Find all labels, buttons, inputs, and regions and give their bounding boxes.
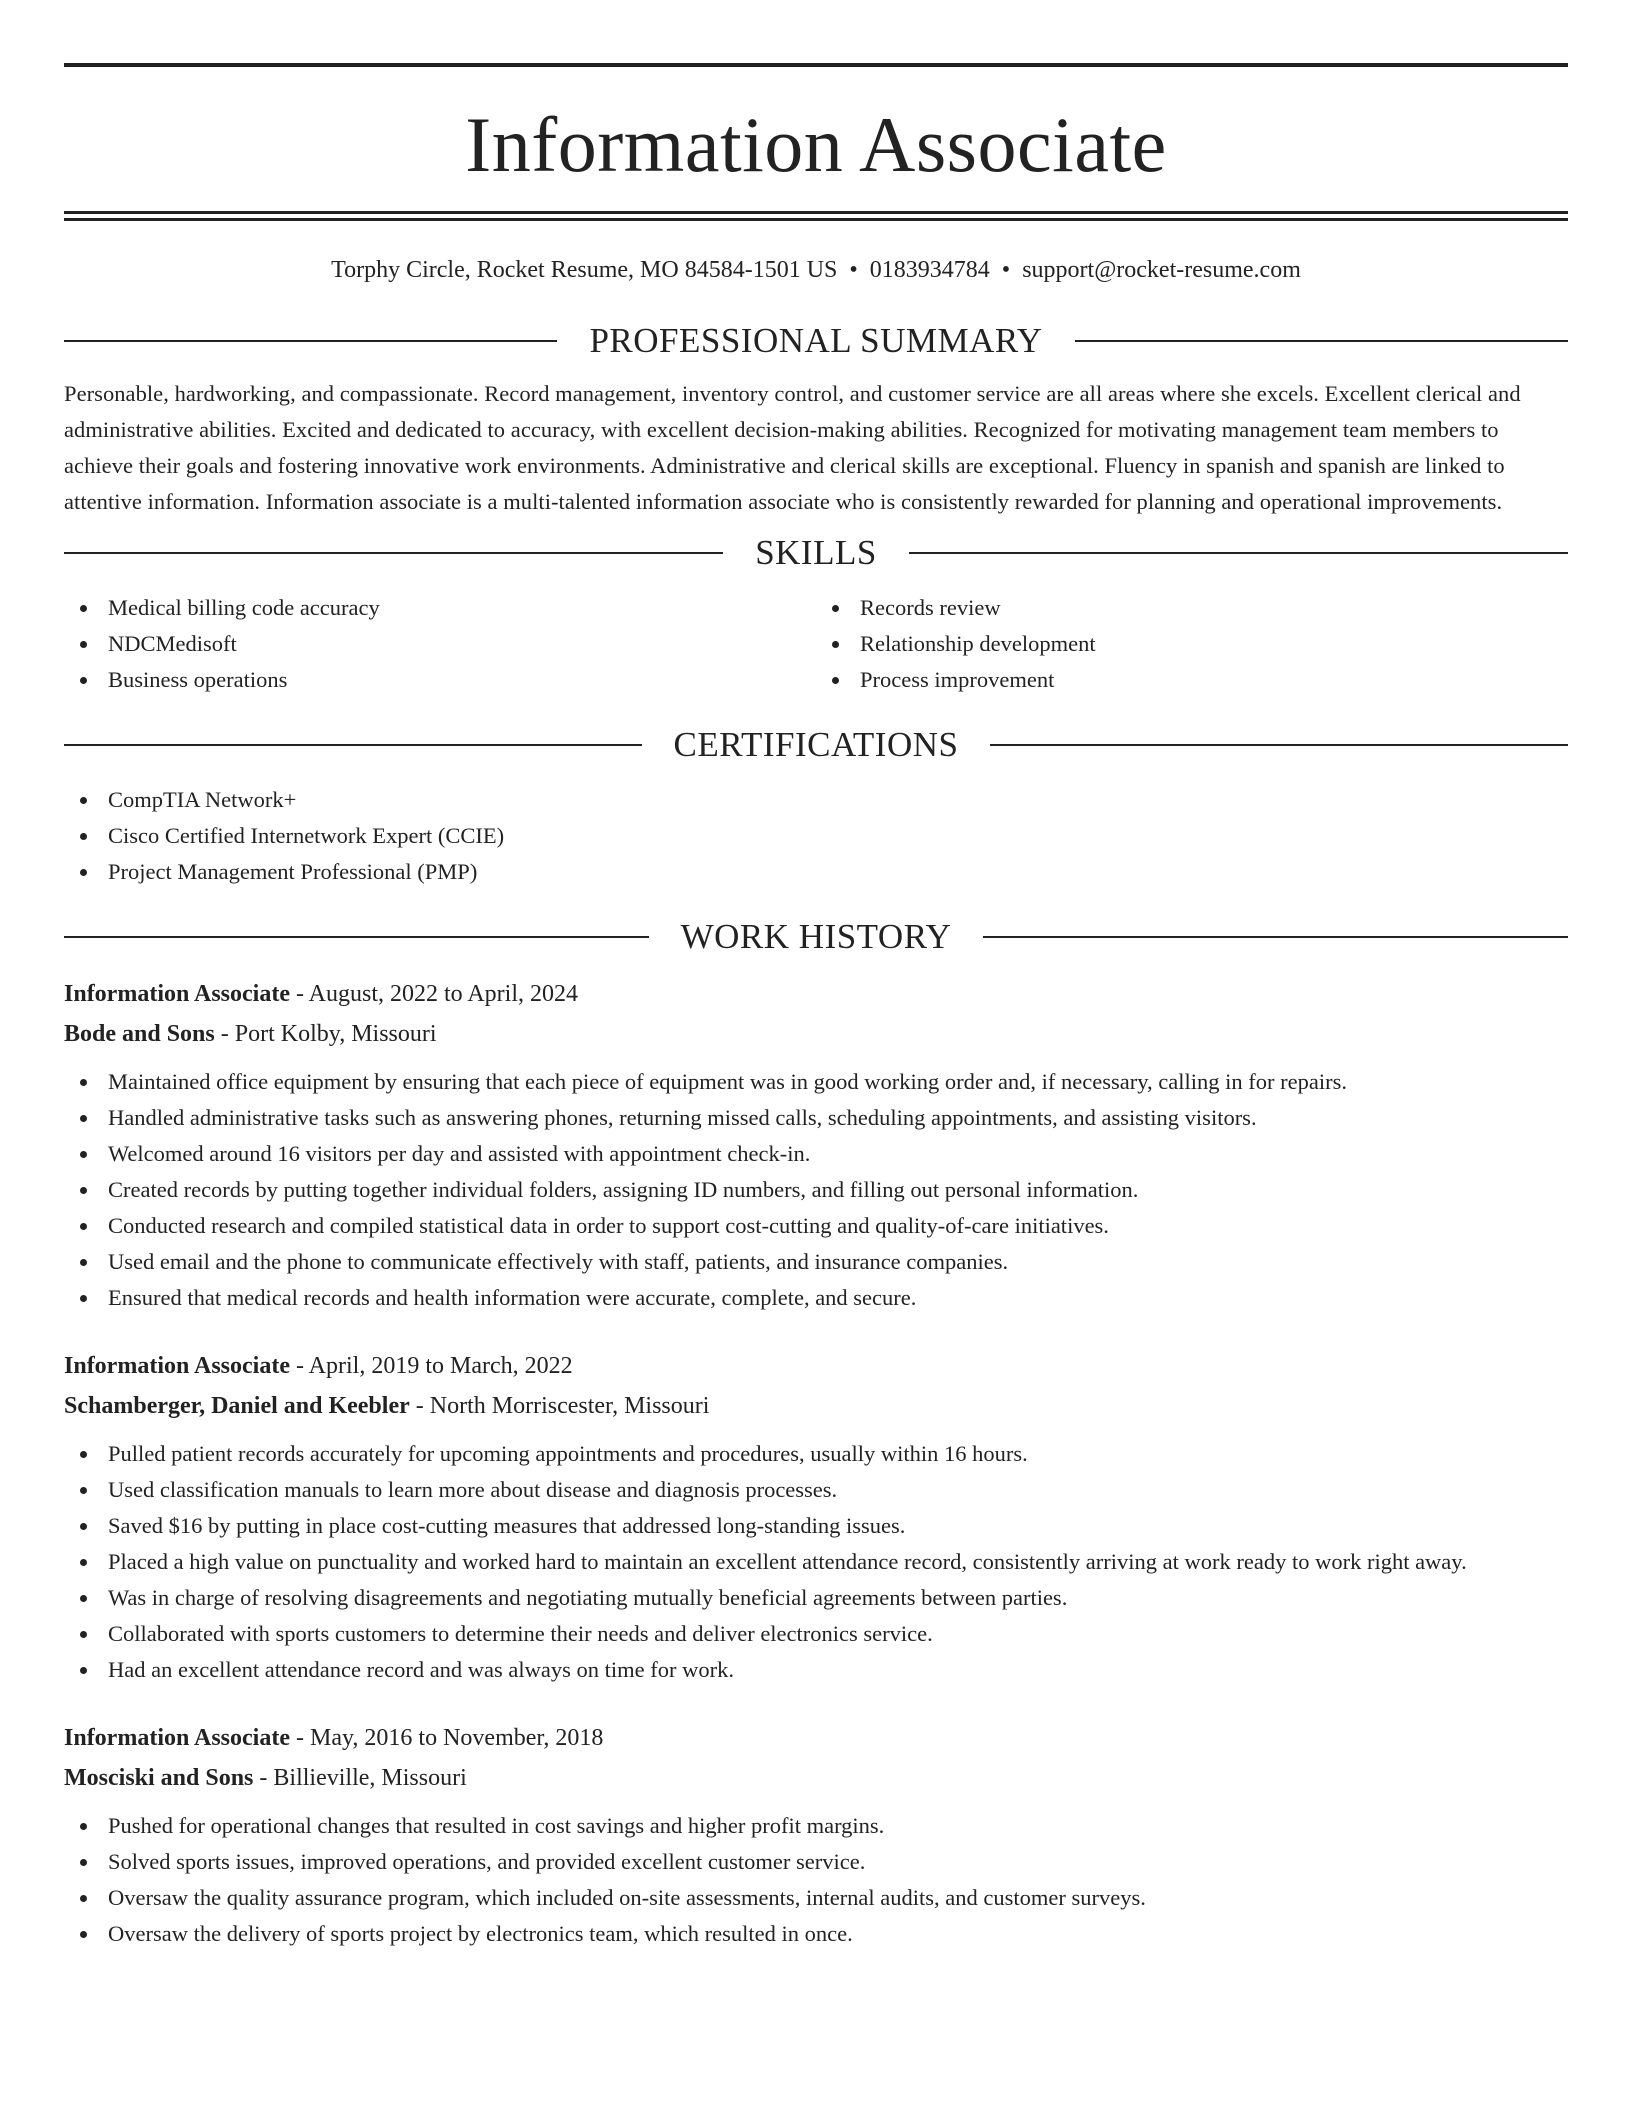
job-company-line: Schamberger, Daniel and Keebler - North Morriscester, Missouri — [64, 1393, 710, 1419]
title-double-rule — [64, 211, 1568, 221]
certification-item: CompTIA Network+ — [64, 782, 1568, 818]
contact-line — [64, 255, 1568, 285]
job-bullet: Oversaw the quality assurance program, which included on-site assessments, internal audits, and customer surveys. — [64, 1880, 1568, 1916]
job-company-line: Mosciski and Sons - Billieville, Missouri — [64, 1765, 467, 1791]
heading-rule-left — [64, 552, 723, 554]
job-company-line: Bode and Sons - Port Kolby, Missouri — [64, 1021, 437, 1047]
contact-separator: • — [1001, 257, 1011, 283]
certification-item: Project Management Professional (PMP) — [64, 854, 1568, 890]
job-bullet: Oversaw the delivery of sports project by electronics team, which resulted in once. — [64, 1916, 1568, 1952]
job-location: Port Kolby, Missouri — [234, 1021, 437, 1047]
heading-rule-right — [983, 936, 1568, 938]
job-entry — [64, 1718, 1568, 1952]
skills-column-right — [816, 590, 1568, 698]
heading-rule-left — [64, 744, 642, 746]
certification-item: Cisco Certified Internetwork Expert (CCIE) — [64, 818, 1568, 854]
job-bullet: Maintained office equipment by ensuring that each piece of equipment was in good working order and, if necessary, calling in for repairs. — [64, 1064, 1568, 1100]
job-bullet: Saved $16 by putting in place cost-cutting measures that addressed long-standing issues. — [64, 1508, 1568, 1544]
section-label: PROFESSIONAL SUMMARY — [589, 321, 1043, 360]
job-company: Bode and Sons — [64, 1021, 215, 1047]
summary-text: Personable, hardworking, and compassionate. Record management, inventory control, and customer service are all areas where she excels. Excellent clerical and administrative abilities. Excited and dedicated to accuracy, with excellent decision-making abilities. Recognized for motivating management team members to achieve their goals and fostering innovative work environments. Administrative and clerical skills are exceptional. Fluency in spanish and spanish are linked to attentive information. Information associate is a multi-talented information associate who is consistently rewarded for planning and operational improvements. — [64, 381, 1521, 514]
section-label: WORK HISTORY — [680, 917, 952, 956]
section-heading-skills — [64, 528, 1568, 578]
job-dates: April, 2019 to March, 2022 — [308, 1353, 573, 1379]
job-bullet: Conducted research and compiled statistical data in order to support cost-cutting and quality-of-care initiatives. — [64, 1208, 1568, 1244]
skill-item: Medical billing code accuracy — [64, 590, 816, 626]
section-label: SKILLS — [755, 533, 877, 572]
job-bullet: Ensured that medical records and health information were accurate, complete, and secure. — [64, 1280, 1568, 1316]
job-bullet: Collaborated with sports customers to determine their needs and deliver electronics service. — [64, 1616, 1568, 1652]
job-title-line: Information Associate - April, 2019 to March, 2022 — [64, 1353, 573, 1379]
job-title: Information Associate — [64, 1353, 290, 1379]
job-title-line: Information Associate - May, 2016 to November, 2018 — [64, 1725, 604, 1751]
job-bullet: Solved sports issues, improved operations, and provided excellent customer service. — [64, 1844, 1568, 1880]
job-dates: August, 2022 to April, 2024 — [308, 981, 578, 1007]
heading-rule-right — [990, 744, 1568, 746]
resume-title: Information Associate — [465, 101, 1167, 188]
heading-rule-left — [64, 936, 649, 938]
skill-item: NDCMedisoft — [64, 626, 816, 662]
job-title: Information Associate — [64, 981, 290, 1007]
job-entry — [64, 1346, 1568, 1688]
job-bullets — [64, 1808, 1568, 1952]
job-entry — [64, 974, 1568, 1316]
job-bullet: Pulled patient records accurately for upcoming appointments and procedures, usually within 16 hours. — [64, 1436, 1568, 1472]
skills-column-left — [64, 590, 816, 698]
section-heading-certifications — [64, 720, 1568, 770]
skill-item: Relationship development — [816, 626, 1568, 662]
job-location: Billieville, Missouri — [273, 1765, 467, 1791]
job-bullets — [64, 1436, 1568, 1688]
job-bullet: Used classification manuals to learn more about disease and diagnosis processes. — [64, 1472, 1568, 1508]
contact-email: support@rocket-resume.com — [1022, 257, 1301, 283]
job-bullet: Handled administrative tasks such as answering phones, returning missed calls, scheduling appointments, and assisting visitors. — [64, 1100, 1568, 1136]
skills-list — [64, 590, 1568, 698]
job-bullet: Was in charge of resolving disagreements and negotiating mutually beneficial agreements between parties. — [64, 1580, 1568, 1616]
section-label: CERTIFICATIONS — [673, 725, 959, 764]
section-heading-summary — [64, 316, 1568, 366]
heading-rule-right — [1075, 340, 1568, 342]
job-company: Mosciski and Sons — [64, 1765, 254, 1791]
section-heading-work-history — [64, 912, 1568, 962]
contact-address: Torphy Circle, Rocket Resume, MO 84584-1501 US — [331, 257, 838, 283]
job-title-line: Information Associate - August, 2022 to April, 2024 — [64, 981, 578, 1007]
job-bullet: Created records by putting together individual folders, assigning ID numbers, and filling out personal information. — [64, 1172, 1568, 1208]
skill-item: Business operations — [64, 662, 816, 698]
job-bullet: Used email and the phone to communicate effectively with staff, patients, and insurance companies. — [64, 1244, 1568, 1280]
job-dates: May, 2016 to November, 2018 — [309, 1725, 604, 1751]
job-bullet: Welcomed around 16 visitors per day and assisted with appointment check-in. — [64, 1136, 1568, 1172]
job-title: Information Associate — [64, 1725, 290, 1751]
job-bullet: Placed a high value on punctuality and worked hard to maintain an excellent attendance record, consistently arriving at work ready to work right away. — [64, 1544, 1568, 1580]
certifications-list — [64, 782, 1568, 890]
job-location: North Morriscester, Missouri — [429, 1393, 710, 1419]
skill-item: Records review — [816, 590, 1568, 626]
heading-rule-right — [909, 552, 1568, 554]
skill-item: Process improvement — [816, 662, 1568, 698]
contact-separator: • — [849, 257, 858, 283]
job-bullet: Had an excellent attendance record and was always on time for work. — [64, 1652, 1568, 1688]
job-company: Schamberger, Daniel and Keebler — [64, 1393, 410, 1419]
job-bullets — [64, 1064, 1568, 1316]
job-bullet: Pushed for operational changes that resulted in cost savings and higher profit margins. — [64, 1808, 1568, 1844]
heading-rule-left — [64, 340, 557, 342]
contact-phone: 0183934784 — [869, 257, 990, 283]
